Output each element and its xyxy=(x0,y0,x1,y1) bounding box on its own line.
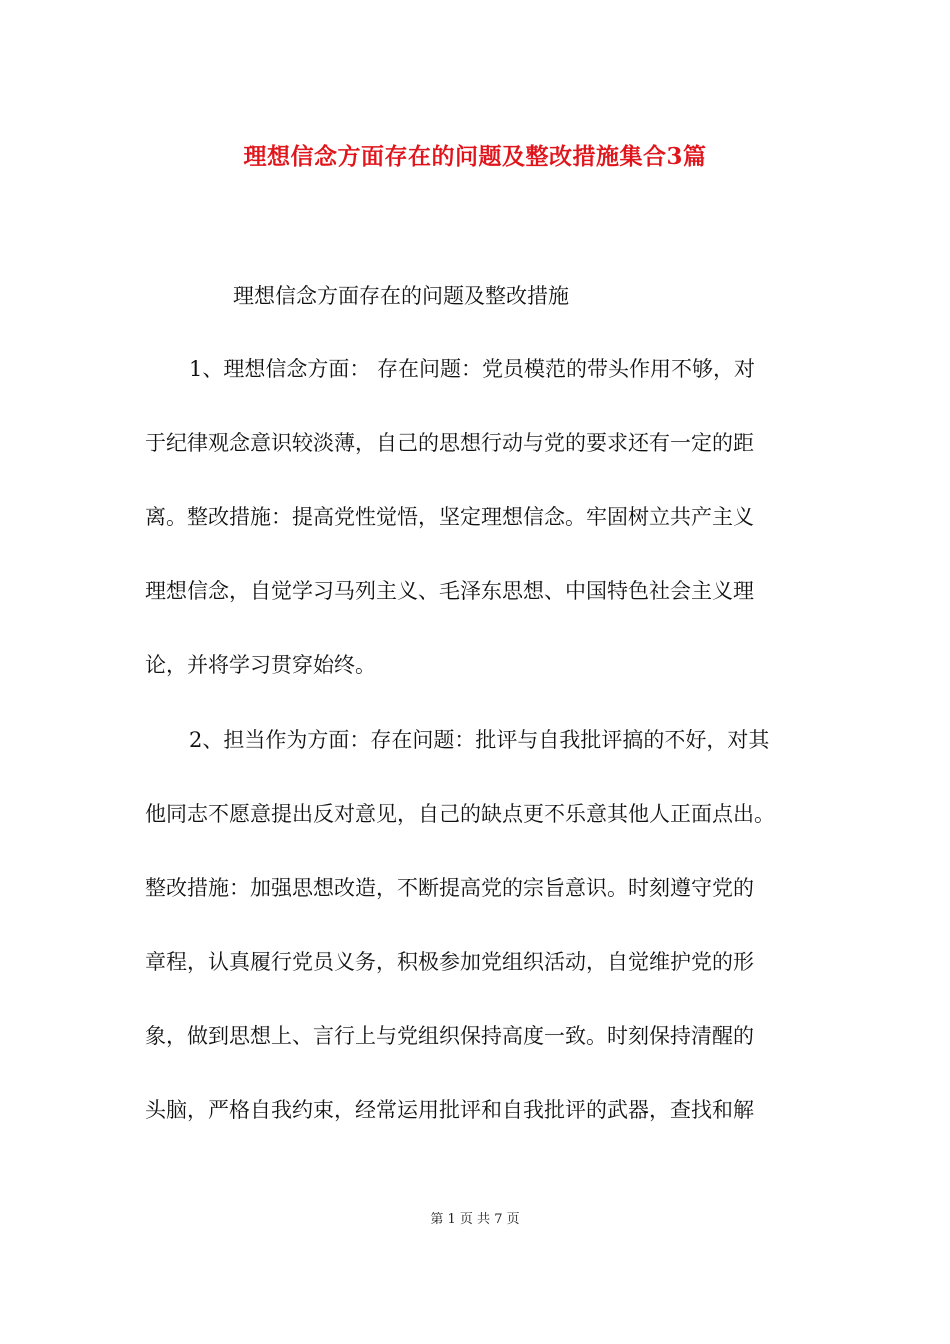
section-heading: 理想信念方面存在的问题及整改措施 xyxy=(233,284,569,308)
paragraph-line: 整改措施：加强思想改造，不断提高党的宗旨意识。时刻遵守党的 xyxy=(145,876,754,900)
paragraph-ideals-beliefs xyxy=(145,354,815,724)
paragraph-line: 象，做到思想上、言行上与党组织保持高度一致。时刻保持清醒的 xyxy=(145,1024,754,1048)
paragraph-line: 于纪律观念意识较淡薄，自己的思想行动与党的要求还有一定的距 xyxy=(145,431,754,455)
paragraph-line: 章程，认真履行党员义务，积极参加党组织活动，自觉维护党的形 xyxy=(145,950,754,974)
paragraph-line: 离。整改措施：提高党性觉悟，坚定理想信念。牢固树立共产主义 xyxy=(145,505,754,529)
paragraph-line: 他同志不愿意提出反对意见，自己的缺点更不乐意其他人正面点出。 xyxy=(145,802,775,826)
paragraph-line: 理想信念，自觉学习马列主义、毛泽东思想、中国特色社会主义理 xyxy=(145,579,754,603)
paragraph-line: 1、理想信念方面： 存在问题：党员模范的带头作用不够，对 xyxy=(189,357,756,381)
document-title: 理想信念方面存在的问题及整改措施集合3篇 xyxy=(243,143,707,170)
paragraph-line: 头脑，严格自我约束，经常运用批评和自我批评的武器，查找和解 xyxy=(145,1098,754,1122)
paragraph-line: 论，并将学习贯穿始终。 xyxy=(145,653,376,677)
paragraph-line: 2、担当作为方面：存在问题：批评与自我批评搞的不好，对其 xyxy=(189,728,770,752)
page-number-footer: 第 1 页 共 7 页 xyxy=(430,1212,520,1227)
paragraph-responsibility xyxy=(145,725,815,1169)
